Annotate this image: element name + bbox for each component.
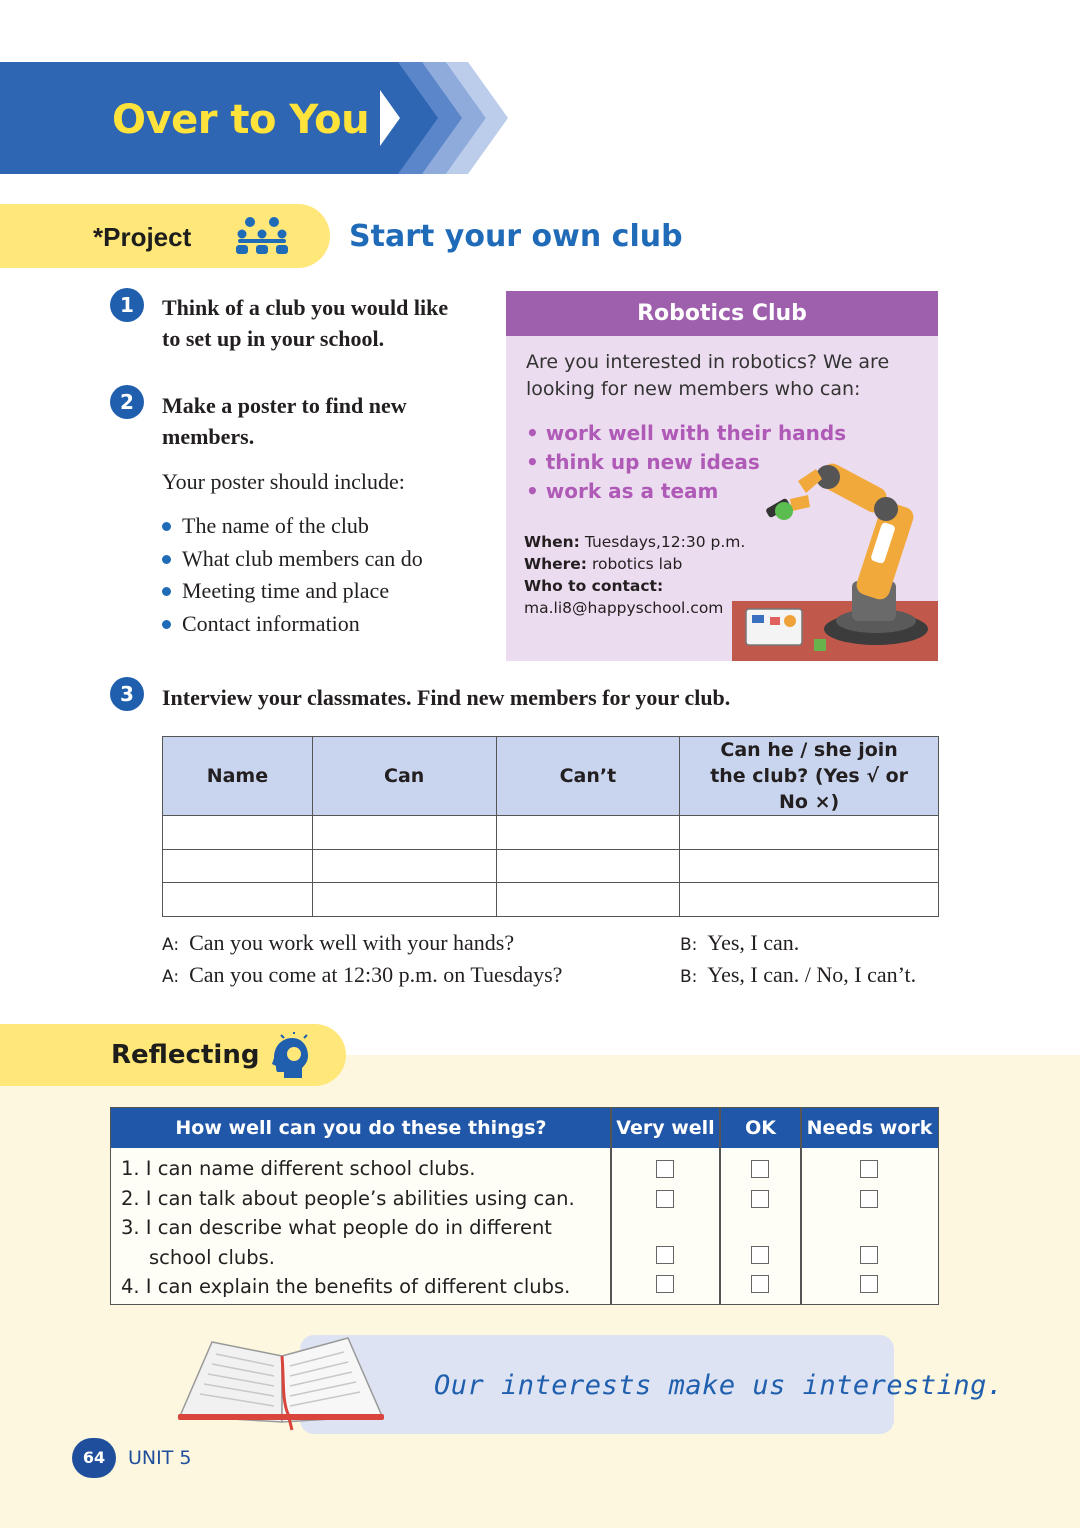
step-2-text (162, 390, 407, 452)
step-2-number: 2 (110, 385, 144, 419)
checkbox-needs-work[interactable] (860, 1190, 878, 1208)
thinking-head-icon (268, 1032, 310, 1080)
quote-text: Our interests make us interesting. (434, 1370, 1004, 1401)
poster-where (524, 553, 745, 575)
step-1-line-2: to set up in your school. (162, 326, 385, 351)
column-divider (719, 1108, 721, 1304)
robotics-club-poster (506, 291, 938, 661)
checkbox-very-well[interactable] (656, 1275, 674, 1293)
list-item: Meeting time and place (160, 575, 423, 608)
page-title: Over to You (112, 97, 370, 143)
dialog-text: Can you work well with your hands? (189, 930, 515, 955)
table-cell[interactable] (312, 816, 496, 850)
checkbox-ok[interactable] (751, 1190, 769, 1208)
column-divider (800, 1108, 802, 1304)
list-item: Contact information (160, 608, 423, 641)
chevron-arrows-icon (360, 62, 520, 174)
step-1-number: 1 (110, 288, 144, 322)
checkbox-needs-work[interactable] (860, 1275, 878, 1293)
dialog-text: Can you come at 12:30 p.m. on Tuesdays? (189, 962, 563, 987)
header-ok: OK (745, 1117, 776, 1139)
list-item: • work well with their hands (526, 421, 847, 445)
dialog-text: Yes, I can. / No, I can’t. (707, 962, 917, 987)
reflecting-header (111, 1108, 938, 1148)
checkbox-ok[interactable] (751, 1160, 769, 1178)
poster-contact (524, 575, 745, 597)
header-very-well: Very well (616, 1117, 715, 1139)
table-cell[interactable] (680, 816, 939, 850)
table-cell[interactable] (163, 883, 313, 917)
checkbox-ok[interactable] (751, 1246, 769, 1264)
table-cell[interactable] (680, 883, 939, 917)
list-item: 1. I can name different school clubs. (121, 1157, 476, 1180)
table-row (163, 816, 939, 850)
dialog-line (680, 962, 916, 988)
contact-label: Who to contact: (524, 577, 664, 595)
where-label: Where: (524, 555, 587, 573)
dialog-line (680, 930, 799, 956)
list-item: 3. I can describe what people do in different school clubs. (121, 1216, 552, 1269)
checkbox-ok[interactable] (751, 1275, 769, 1293)
header-name: Name (163, 737, 313, 816)
list-item: • work as a team (526, 479, 719, 503)
interview-table (162, 736, 939, 917)
when-label: When: (524, 533, 580, 551)
header-join: Can he / she join the club? (Yes √ or No ×) (680, 737, 939, 816)
step-3-text: Interview your classmates. Find new members for your club. (162, 685, 731, 710)
poster-details (524, 531, 745, 619)
group-work-icon (233, 214, 291, 256)
unit-label: UNIT 5 (128, 1447, 192, 1469)
header-question: How well can you do these things? (175, 1117, 547, 1139)
list-item: 4. I can explain the benefits of different clubs. (121, 1275, 571, 1298)
reflecting-items (121, 1154, 591, 1302)
dialog-speaker: A: (162, 935, 180, 955)
checkbox-needs-work[interactable] (860, 1246, 878, 1264)
checkbox-very-well[interactable] (656, 1190, 674, 1208)
poster-intro: Are you interested in robotics? We are looking for new members who can: (526, 351, 890, 400)
header-cant: Can’t (496, 737, 680, 816)
dialog-line (162, 962, 562, 988)
reflecting-label: Reflecting (111, 1040, 260, 1070)
page-number: 64 (72, 1438, 116, 1478)
poster-should-include: Your poster should include: (162, 469, 405, 494)
step-2-line-2: members. (162, 424, 255, 449)
step-1-line-1: Think of a club you would like (162, 295, 449, 320)
poster-title: Robotics Club (506, 291, 938, 336)
dialog-line (162, 930, 514, 956)
table-row (163, 849, 939, 883)
checkbox-needs-work[interactable] (860, 1160, 878, 1178)
step-3-number: 3 (110, 677, 144, 711)
contact-email: ma.li8@happyschool.com (524, 599, 724, 617)
list-item: • think up new ideas (526, 450, 760, 474)
list-item: 2. I can talk about people’s abilities using can. (121, 1186, 575, 1210)
robot-arm-illustration (726, 451, 938, 661)
column-divider (610, 1108, 612, 1304)
checkbox-very-well[interactable] (656, 1246, 674, 1264)
step-1-text (162, 292, 448, 354)
table-cell[interactable] (312, 849, 496, 883)
reflecting-table (110, 1107, 939, 1305)
header-can: Can (312, 737, 496, 816)
table-cell[interactable] (163, 849, 313, 883)
where-value: robotics lab (591, 555, 683, 573)
include-list (160, 510, 423, 640)
checkbox-very-well[interactable] (656, 1160, 674, 1178)
list-item: The name of the club (160, 510, 423, 543)
table-row (163, 883, 939, 917)
dialog-speaker: A: (162, 967, 180, 987)
table-cell[interactable] (163, 816, 313, 850)
table-cell[interactable] (496, 849, 680, 883)
list-item: What club members can do (160, 543, 423, 576)
dialog-text: Yes, I can. (707, 930, 800, 955)
poster-when (524, 531, 745, 553)
open-book-icon (176, 1330, 386, 1440)
table-cell[interactable] (496, 883, 680, 917)
project-label: *Project (93, 222, 192, 252)
table-cell[interactable] (680, 849, 939, 883)
table-cell[interactable] (496, 816, 680, 850)
project-heading: Start your own club (349, 219, 683, 254)
table-header-row (163, 737, 939, 816)
header-needs-work: Needs work (806, 1117, 933, 1139)
step-2-line-1: Make a poster to find new (162, 393, 407, 418)
dialog-speaker: B: (680, 967, 698, 987)
when-value: Tuesdays,12:30 p.m. (584, 533, 746, 551)
dialog-speaker: B: (680, 935, 698, 955)
table-cell[interactable] (312, 883, 496, 917)
